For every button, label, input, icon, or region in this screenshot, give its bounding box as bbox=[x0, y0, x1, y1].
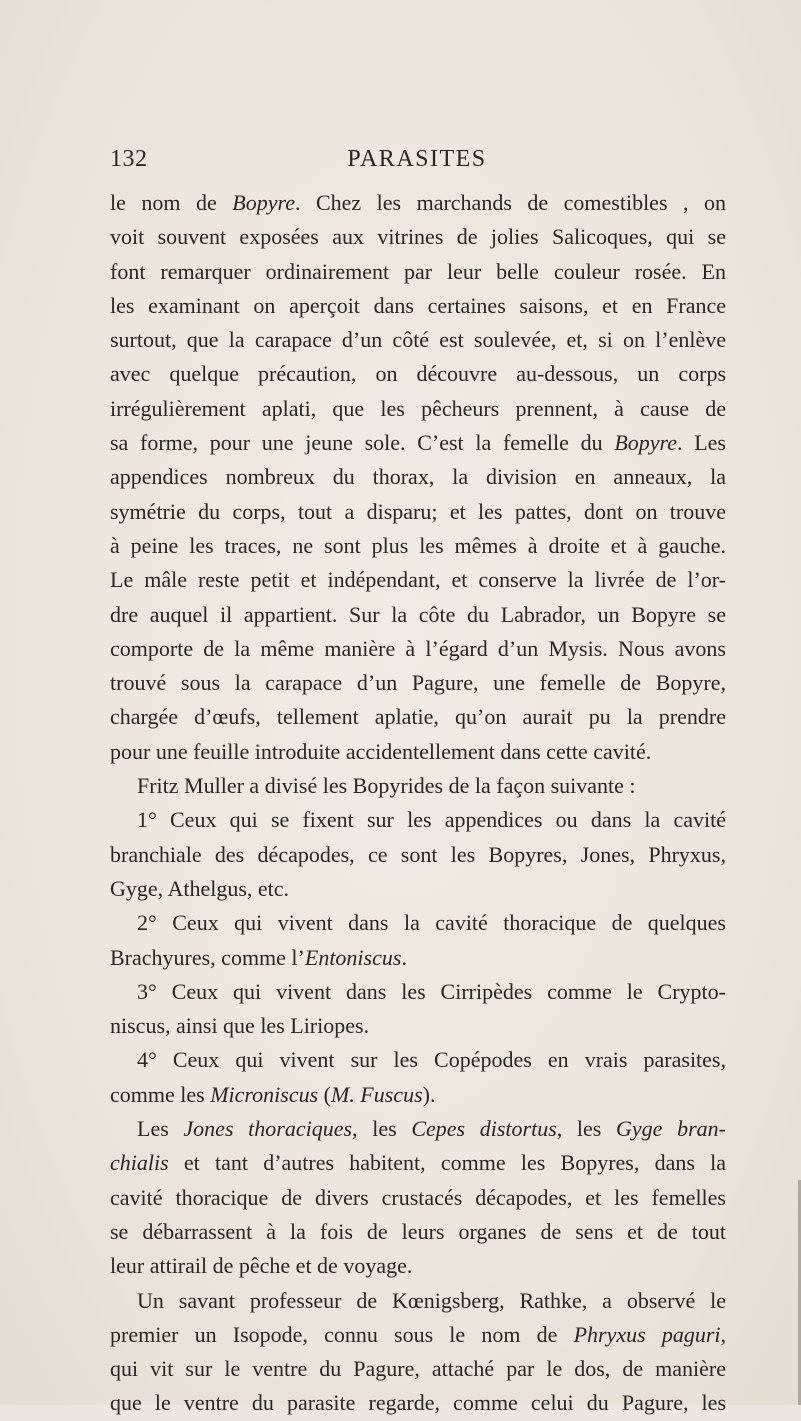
text-run: symétrie du corps, tout a disparu; et les pattes, dont on trouve bbox=[110, 498, 726, 524]
text-line bbox=[110, 1215, 726, 1249]
text-run: leur attirail de pêche et de voyage. bbox=[110, 1253, 413, 1279]
text-run: 1° Ceux qui se fixent sur les appendices ou dans la cavité bbox=[137, 807, 726, 833]
text-line bbox=[110, 632, 726, 666]
text-line bbox=[110, 1146, 726, 1180]
text-run: Un savant professeur de Kœnigsberg, Rathke, a observé le bbox=[137, 1287, 726, 1313]
text-run: 4° Ceux qui vivent sur les Copépodes en vrais parasites, bbox=[137, 1047, 726, 1073]
text-run: , les bbox=[556, 1116, 617, 1142]
italic-text: Entoniscus bbox=[304, 944, 402, 970]
text-run: voit souvent exposées aux vitrines de jolies Salicoques, qui se bbox=[110, 224, 726, 250]
text-line bbox=[110, 460, 726, 494]
italic-text: Cepes distortus bbox=[411, 1116, 557, 1142]
text-line bbox=[110, 357, 726, 391]
italic-text: Gyge bran- bbox=[616, 1116, 726, 1142]
text-run: . bbox=[401, 944, 407, 970]
text-run: pour une feuille introduite accidentellement dans cette cavité. bbox=[110, 738, 652, 764]
text-line bbox=[110, 1181, 726, 1215]
text-line bbox=[110, 529, 726, 563]
text-run: surtout, que la carapace d’un côté est soulevée, et, si on l’enlève bbox=[110, 327, 726, 353]
text-line bbox=[110, 1249, 726, 1283]
text-run: , les bbox=[352, 1116, 412, 1142]
text-line bbox=[110, 1386, 726, 1420]
text-line bbox=[110, 598, 726, 632]
italic-text: Microniscus bbox=[210, 1081, 319, 1107]
text-line bbox=[110, 1318, 726, 1352]
text-line bbox=[110, 1043, 726, 1077]
text-line bbox=[110, 1009, 726, 1043]
italic-text: Bopyre bbox=[232, 190, 295, 215]
text-run: Fritz Muller a divisé les Bopyrides de la façon suivante : bbox=[137, 773, 636, 799]
text-line bbox=[110, 392, 726, 426]
text-run: avec quelque précaution, on découvre au-dessous, un corps bbox=[110, 361, 726, 387]
text-run: comporte de la même manière à l’égard d’un Mysis. Nous avons bbox=[110, 635, 726, 661]
text-run: premier un Isopode, connu sous le nom de bbox=[110, 1321, 574, 1347]
text-line bbox=[110, 941, 726, 975]
page-header bbox=[110, 146, 724, 176]
italic-text: M. Fuscus bbox=[330, 1081, 423, 1107]
running-title: PARASITES bbox=[347, 146, 487, 172]
text-line bbox=[110, 563, 726, 597]
text-run: font remarquer ordinairement par leur belle couleur rosée. En bbox=[110, 258, 726, 284]
italic-text: Phryxus paguri bbox=[573, 1321, 721, 1347]
text-line bbox=[110, 255, 726, 289]
text-line bbox=[110, 975, 726, 1009]
italic-text: Jones thoraciques bbox=[183, 1116, 353, 1142]
text-line bbox=[110, 1112, 726, 1146]
text-run: ( bbox=[318, 1081, 331, 1107]
text-line bbox=[110, 426, 726, 460]
text-run: qui vit sur le ventre du Pagure, attaché par le dos, de manière bbox=[110, 1356, 726, 1382]
text-run: se débarrassent à la fois de leurs organes de sens et de tout bbox=[110, 1218, 726, 1244]
text-line bbox=[110, 289, 726, 323]
text-line bbox=[110, 838, 726, 872]
text-run: cavité thoracique de divers crustacés décapodes, et les femelles bbox=[110, 1184, 726, 1210]
text-run: . Chez les marchands de comestibles , on bbox=[294, 190, 726, 215]
text-run: appendices nombreux du thorax, la division en anneaux, la bbox=[110, 464, 726, 490]
text-run: irrégulièrement aplati, que les pêcheurs prennent, à cause de bbox=[110, 395, 726, 421]
text-line bbox=[110, 323, 726, 357]
italic-text: chialis bbox=[110, 1150, 169, 1176]
text-run: à peine les traces, ne sont plus les mêmes à droite et à gauche. bbox=[110, 532, 726, 558]
text-line bbox=[110, 803, 726, 837]
text-line bbox=[110, 735, 726, 769]
text-run: Brachyures, comme l’ bbox=[110, 944, 305, 970]
text-run: Les bbox=[137, 1116, 184, 1142]
text-run: dre auquel il appartient. Sur la côte du Labrador, un Bopyre se bbox=[110, 601, 726, 627]
text-line bbox=[110, 906, 726, 940]
text-run: ). bbox=[422, 1081, 436, 1107]
text-line bbox=[110, 186, 726, 220]
text-run: chargée d’œufs, tellement aplatie, qu’on aurait pu la prendre bbox=[110, 704, 726, 730]
text-run: Gyge, Athelgus, etc. bbox=[110, 875, 290, 901]
text-run: . Les bbox=[677, 430, 726, 456]
text-run: le nom de bbox=[110, 190, 233, 215]
text-line bbox=[110, 700, 726, 734]
text-line bbox=[110, 1078, 726, 1112]
text-line bbox=[110, 769, 726, 803]
text-run: sa forme, pour une jeune sole. C’est la femelle du bbox=[110, 430, 615, 456]
text-line bbox=[110, 1352, 726, 1386]
text-run: 3° Ceux qui vivent dans les Cirripèdes comme le Crypto- bbox=[137, 978, 726, 1004]
text-run: que le ventre du parasite regarde, comme celui du Pagure, les bbox=[110, 1390, 726, 1416]
text-line bbox=[110, 666, 726, 700]
text-run: 2° Ceux qui vivent dans la cavité thoracique de quelques bbox=[137, 910, 726, 936]
body-text bbox=[110, 186, 726, 1421]
text-run: niscus, ainsi que les Liriopes. bbox=[110, 1013, 370, 1039]
text-run: comme les bbox=[110, 1081, 211, 1107]
text-line bbox=[110, 1284, 726, 1318]
text-run: Le mâle reste petit et indépendant, et conserve la livrée de l’or- bbox=[110, 567, 726, 593]
text-run: les examinant on aperçoit dans certaines saisons, et en France bbox=[110, 292, 726, 318]
text-line bbox=[110, 872, 726, 906]
text-run: branchiale des décapodes, ce sont les Bopyres, Jones, Phryxus, bbox=[110, 841, 726, 867]
text-run: , bbox=[720, 1321, 726, 1347]
italic-text: Bopyre bbox=[614, 430, 678, 456]
text-run: et tant d’autres habitent, comme les Bopyres, dans la bbox=[168, 1150, 726, 1176]
page-number: 132 bbox=[110, 146, 148, 172]
text-line bbox=[110, 495, 726, 529]
text-run: trouvé sous la carapace d’un Pagure, une femelle de Bopyre, bbox=[110, 670, 726, 696]
text-line bbox=[110, 220, 726, 254]
